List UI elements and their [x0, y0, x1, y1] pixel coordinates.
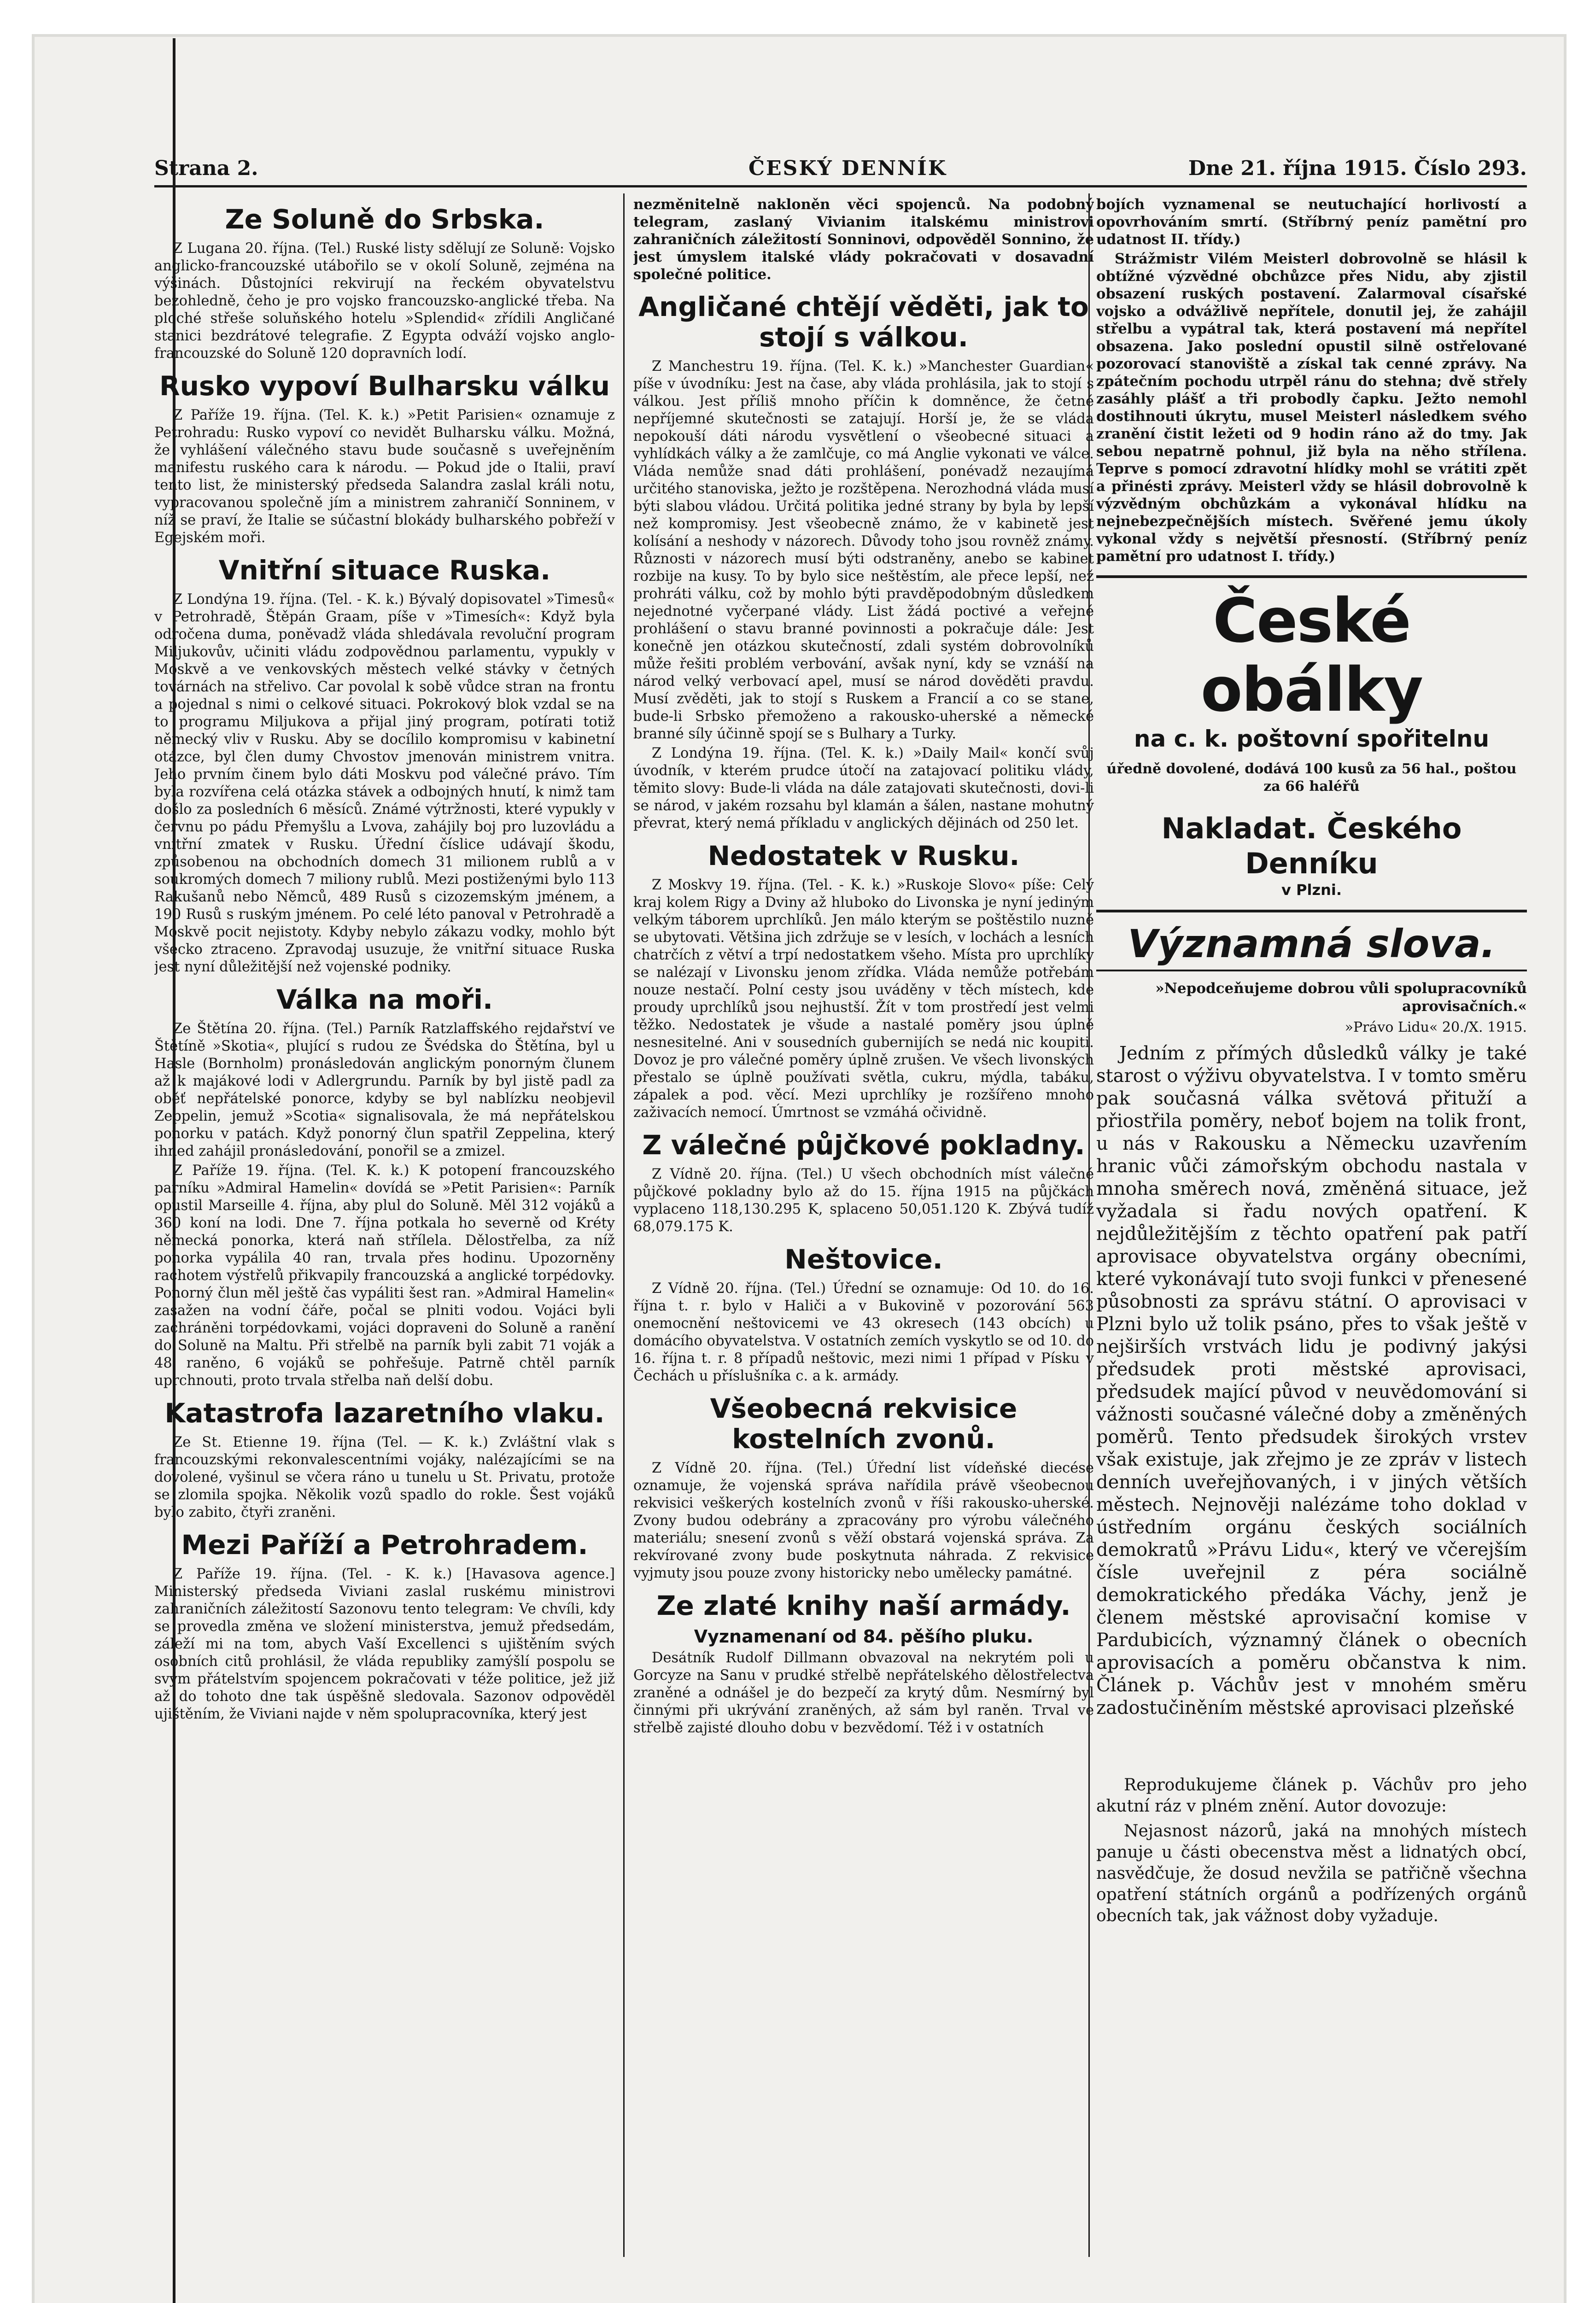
headline-pujckova-pokladna: Z válečné půjčkové pokladny. — [642, 1129, 1085, 1161]
article-paragraph: Jedním z přímých důsledků války je také starost o výživu obyvatelstva. I v tomto směru pak současná válka světová přituží a přiostřila poměry, neboť bojem na tolik front, u nás v Rakousku a Německu uzavřením hranic vůči zámořským obchodu nastala v mnoha směrech nová, změněná situace, jež vyžadala si řadu nových opatření. K nejdůležitějším z těchto opatření pak patří aprovisace obyvatelstva orgány obecními, které vykonávají tuto svoji funkci v přenesené působnosti za správu státní. O aprovisaci v Plzni bylo už tolik psáno, přes to však ještě v nejširších vrstvách lidu je podivný jakýsi předsudek proti městské aprovisaci, předsudek mající původ v neuvědomování si vážnosti současné válečné doby a změněných poměrů. Tento předsudek širokých vrstev však existuje, jak zřejmo je ze zpráv v listech denních uveřejňovaných, i v jiných větších městech. Nejnověji nalézáme toho doklad v ústředním orgánu českých sociálních demokratů »Právu Lidu«, který ve včerejším čísle uveřejnil z péra sociálně demokratického předáka Váchy, jenž je členem městské aprovisační komise v Pardubicích, významný článek o obecních aprovisacích a poměru občanstva k nim. Článek p. Váchův jest v mnohém směru zadostučiněním městské aprovisaci plzeňské — [1096, 1043, 1527, 1718]
article-paragraph: Z Moskvy 19. října. (Tel. - K. k.) »Ruskoje Slovo« píše: Celý kraj kolem Rigy a Dviny až hluboko do Livonska je nyní jediným velkým táborem uprchlíků. Jen málo kterým se poštěstilo nuzně se ubytovati. Většina jich zdržuje se v lesích, v lochách a lesních chatrčích z větví a trpí nedostatkem všeho. Místa pro uprchlíky se nalézají v Livonsku jenom zřídka. Vláda nemůže potřebám nouze nestačí. Polní cesty jsou uváděny v těch místech, kde proudy uprchlíků jsou nejhustší. Žít v tom prostředí jest velmi těžko. Nedostatek je všude a nastalé poměry jsou úplně nesnesitelné. Ani v sousedních gubernijích se nedá nic koupiti. Dovoz je pro válečné poměry úplně zrušen. Ve všech livonských přestalo se úplně používati světla, cukru, mýdla, tabáku, zápalek a pod. věcí. Mezi uprchlíky je rozšířeno mnoho zaživacích nemocí. Úmrtnost se vzmáhá očividně. — [633, 877, 1094, 1121]
headline-valka-na-mori: Válka na moři. — [276, 984, 493, 1015]
headline-zlata-kniha: Ze zlaté knihy naší armády. — [656, 1590, 1071, 1621]
headline-nedostatek: Nedostatek v Rusku. — [707, 840, 1020, 871]
headline-soluň-srbsko: Ze Soluně do Srbska. — [225, 204, 544, 235]
masthead — [154, 152, 1527, 184]
article-paragraph: Z Londýna 19. října. (Tel. K. k.) »Daily Mail« končí svůj úvodník, v kterém prudce útočí na zatajovací politiku vlády, těmito slovy: Bude-li vláda na dále zatajovati skutečnosti, dovi-li se národ, v jakém rozsahu byl klamán a šálen, nastane mohutný převrat, který nemá příkladu v anglických dějinách od 250 let. — [633, 745, 1094, 831]
headline-katastrofa: Katastrofa lazaretního vlaku. — [164, 1397, 605, 1429]
header-rule — [154, 185, 1527, 187]
article-paragraph: Z Vídně 20. října. (Tel.) U všech obchodních míst válečné půjčkové pokladny bylo až do 15. října 1915 na půjčkách vyplaceno 118,130.295 K, splaceno 50,051.120 K. Zbývá tudíž 68,079.175 K. — [633, 1166, 1094, 1235]
headline-rekvisice-zvonu: Všeobecná rekvisice kostelních zvonů. — [710, 1393, 1017, 1455]
quote-source: »Právo Lidu« 20./X. 1915. — [1345, 1019, 1527, 1035]
article-paragraph: Ze St. Etienne 19. října (Tel. — K. k.) Zvláštní vlak s francouzskými rekonvalescentními vojáky, nalézajícími se na dovolené, vyšinul se včera ráno u tunelu u St. Privatu, protože se zlomila spojka. Několik vozů spadlo do rokle. Šest vojáků bylo zabito, čtyři zraněni. — [154, 1434, 615, 1520]
ad-publisher: Nakladat. Českého Denníku — [1161, 812, 1462, 880]
article-paragraph: Z Paříže 19. října. (Tel. K. k.) K potopení francouzského parníku »Admiral Hamelin« dovídá se »Petit Parisien«: Parník opustil Marseille 4. října, aby plul do Soluně. Měl 312 vojáků a 360 koní na lodi. Dne 7. října potkala ho severně od Kréty německá ponorka, která naň střílela. Dělostřelba, za níž ponorka vypálila 40 ran, trvala přes hodinu. Upozorněny rachotem výstřelů přikvapily francouzská a anglické torpédovky. Ponorný člun měl ještě čas vypáliti šest ran. »Admiral Hamelin« zasažen na vodní čáře, počal se plniti vodou. Vojáci byli zachráněni torpédovkami, vojáci dopraveni do Soluně a ranění do Soluně na Maltu. Při střelbě na parník byli zabit 71 voják a 48 raněno, 6 vojáků se pohřešuje. Patrně chtěl parník uprchnouti, proto trvala střelba naň delší dobu. — [154, 1163, 615, 1389]
article-paragraph: bojích vyznamenal se neutuchající horlivostí a opovrhováním smrtí. (Stříbrný peníz pamětní pro udatnost II. třídy.) — [1096, 196, 1527, 248]
article-paragraph: Z Vídně 20. října. (Tel.) Úřední se oznamuje: Od 10. do 16. října t. r. bylo v Haliči a v Bukovině v pozorování 563 onemocnění neštovicemi ve 43 okresech (143 obcích) u domácího obyvatelstva. V ostatních zemích vyskytlo se od 10. do 16. října t. r. 8 případů neštovic, mezi nimi 1 případ v Písku v Čechách u příslušníka c. a k. armády. — [633, 1280, 1094, 1384]
column-2 — [633, 196, 1094, 2259]
ad-subtitle: na c. k. poštovní spořitelnu — [1134, 725, 1490, 752]
article-paragraph: Ze Štětína 20. října. (Tel.) Parník Ratzlaffského rejdařství ve Štětíně »Skotia«, plující s rudou ze Švédska do Štětína, byl u Hasle (Bornholm) pronásledován anglickým ponorným člunem až k majákové lodi v Adlergrundu. Parník by byl jistě padl za oběť nepřátelské ponorce, kdyby se byl nablízku neobjevil Zeppelin, jemuž »Scotia« signalisovala, že má nepřátelskou ponorku v patách. Když ponorný člun spatřil Zeppelina, který ihned zahájil pronásledování, ponořil se a zmizel. — [154, 1021, 615, 1159]
article-paragraph: Z Manchestru 19. října. (Tel. K. k.) »Manchester Guardian« píše v úvodníku: Jest na čase, aby vláda prohlásila, jak to stojí s válkou. Jest příliš mnoho příčin k domněnce, že četné nepříjemné skutečnosti se zatajují. Horší je, že se vláda nepokouší dáti národu vysvětlení o všeobecné situaci a vyhlídkách války a že zamlčuje, co má Anglie vykonati ve válce. Vláda nemůže snad dáti prohlášení, ponévadž nezaujímá určitého stanoviska, ježto je rozštěpena. Nerozhodná vláda musí býti slabou vládou. Určitá politika jedné strany by byla by lepší než kompromisy. Jest všeobecně známo, že v kabinetě jest kolísání a neshody v názorech. Důvody toho jsou rovněž známy. Různosti v názorech musí býti odstraněny, anebo se kabinet rozbije na kusy. To by bylo sice neštěstím, ale přece lepší, než prohráti válku, což by mohlo býti pravděpodobným důsledkem nejednotné vyčerpané vlády. List žádá poctivé a veřejné prohlášení o stavu branné povinnosti a pokračuje dále: Jest konečně jen otázkou skutečností, zdali systém dobrovolníků může řešiti problém verbování, avšak nyní, kdy se vznáší na národ velký verbovací apel, musí se národ dověděti pravdu. Musí zvěděti, jak to stojí s Ruskem a Francií a co se stane, bude-li Srbsko přemoženo a rakousko-uherské a německé branné síly účinně spojí se s Bulhary a Turky. — [633, 358, 1094, 742]
article-paragraph: Z Lugana 20. října. (Tel.) Ruské listy sdělují ze Soluně: Vojsko anglicko-francouzské utábořilo se v okolí Soluně, zejména na výšinách. Důstojníci rekvirují na řeckém obyvatelstvu bezohledně, čeho je pro vojsko francouzsko-anglické třeba. Na ploché střeše soluňského hotelu »Splendid« zřídili Angličané stanici bezdrátové telegrafie. Z Egypta odváží vojsko anglo-francouzské do Soluně 120 dopravních lodí. — [154, 240, 615, 362]
spacer — [1096, 1719, 1527, 1775]
quote-motto: »Nepodceňujeme dobrou vůli spolupracovníků aprovisačních.« — [1155, 980, 1527, 1015]
page-number: Strana 2. — [154, 157, 258, 180]
article-paragraph: Z Paříže 19. října. (Tel. K. k.) »Petit Parisien« oznamuje z Petrohradu: Rusko vypoví co nevidět Bulharsku válku. Možná, že vyhlášení válečného stavu bude současně s uveřejněním manifestu ruského cara k národu. — Pokud jde o Italii, praví tento list, že ministerský předseda Salandra zaslal králi notu, vypracovanou společně jím a ministrem zahraničí Sonninem, v níž se praví, že Italie se súčastní blokády bulharského pobřeží v Egejském moři. — [154, 407, 615, 546]
headline-vnitrni-situace: Vnitřní situace Ruska. — [218, 555, 551, 586]
article-paragraph: Reprodukujeme článek p. Váchův pro jeho akutní ráz v plném znění. Autor dovozuje: — [1096, 1776, 1527, 1816]
ad-title: České obálky — [1200, 585, 1423, 725]
ad-price-note: úředně dovolené, dodává 100 kusů za 56 hal., poštou za 66 haléřů — [1106, 761, 1517, 795]
article-paragraph: nezměnitelně nakloněn věci spojenců. Na podobný telegram, zaslaný Vivianim italskému ministrovi zahraničních záležitostí Sonninovi, odpověděl Sonnino, že jest úmyslem italské vlády pokračovati v dosavadní společné politice. — [633, 196, 1094, 283]
issue-date-number: Dne 21. října 1915. Číslo 293. — [1188, 157, 1527, 180]
newspaper-title: ČESKÝ DENNÍK — [748, 157, 947, 180]
advertisement-box — [1096, 575, 1527, 912]
headline-anglicane: Angličané chtějí věděti, jak to stojí s válkou. — [638, 291, 1089, 353]
column-3 — [1096, 196, 1527, 2259]
article-paragraph: Strážmistr Vilém Meisterl dobrovolně se hlásil k obtížné výzvědné obchůzce přes Nidu, aby zjistil obsazení ruských postavení. Zalarmoval císařské vojsko a odvážlivě nepřítele, donutil jej, že zahájil střelbu a vypátral tak, která postavení má nepřítel obsazena. Jako poslední opustil silně ostřelované pozorovací stanoviště a získal tak cenné zprávy. Na zpátečním pochodu utrpěl ránu do stehna; dvě střely zasáhly plášť a tři probodly čapku. Ježto nemohl dostihnouti úkrytu, musel Meisterl následkem svého zranění čistit ležeti od 9 hodin ráno až do tmy. Jak sebou nepatrně pohnul, již byla na něho střílena. Teprve s pomocí zdravotní hlídky mohl se vrátiti zpět a přinésti zprávy. Meisterl vždy se hlásil dobrovolně k výzvědným obchůzkám a vykonával hlídku na nejnebezpečnějších místech. Svěřené jemu úkoly vykonal vždy s největší přesností. (Stříbrný peníz pamětní pro udatnost I. třídy.) — [1096, 251, 1527, 565]
article-paragraph: Nejasnost názorů, jaká na mnohých místech panuje u části obecenstva měst a lidnatých obcí, nasvědčuje, že dosud nevžila se patřičně všechna opatření státních orgánů a podřízených orgánů obecních tak, jak vážnost doby vyžaduje. — [1096, 1822, 1527, 1925]
headline-rusko-bulharsko: Rusko vypoví Bulharsku válku — [159, 370, 610, 402]
subheadline-84-pluk: Vyznamenaní od 84. pěšího pluku. — [694, 1626, 1034, 1647]
article-paragraph: Z Paříže 19. října. (Tel. - K. k.) [Havasova agence.] Ministerský předseda Viviani zaslal ruskému ministrovi zahraničních záležitostí Sazonovu tento telegram: Ve chvíli, kdy se provedla změna ve složení ministerstva, jemuž předsedám, záleží mi na tom, abych Vaší Excellenci s ujištěním svých osobních citů prohlásil, že vláda republiky zamýšlí pospolu se svým přátelstvím spojencem pokračovati v téže politice, jež již až do tohoto dne tak úspěšně sledovala. Sazonov odpověděl ujištěním, že Viviani najde v něm spolupracovníka, který jest — [154, 1566, 615, 1722]
headline-nestovice: Neštovice. — [784, 1244, 943, 1275]
ad-city: v Plzni. — [1281, 881, 1342, 899]
headline-pariz-petrohrad: Mezi Paříží a Petrohradem. — [181, 1529, 588, 1561]
column-divider-1 — [623, 193, 625, 2257]
headline-vyznamna-slova: Významná slova. — [1096, 921, 1527, 971]
article-paragraph: Z Vídně 20. října. (Tel.) Úřední list vídeňské diecése oznamuje, že vojenská správa nařídila právě všeobecnou rekvisici veškerých kostelních zvonů v říši rakousko-uherské. Zvony budou odebrány a zpracovány pro výrobu válečného materiálu; snesení zvonů s věží obstará vojenská správa. Za rekvírované zvony bude poskytnuta náhrada. Z rekvisice vyjmuty jsou pouze zvony historicky nebo umělecky památné. — [633, 1460, 1094, 1581]
article-paragraph: Z Londýna 19. října. (Tel. - K. k.) Bývalý dopisovatel »Timesů« v Petrohradě, Štěpán Graam, píše v »Timesích«: Když byla odročena duma, poněvadž vláda shledávala revoluční program Miljukovův, učiniti vládu zodpovědnou parlamentu, vypukly v Moskvě a ve venkovských městech velké stávky v četných továrnách na střelivo. Car povolal k sobě vůdce stran na frontu a pojednal s nimi o celkové situaci. Pokrokový blok vzdal se na to programu Miljukova a přijal jiný program, potírati totiž německý vliv v Rusku. Aby se docílilo kompromisu v kabinetní otázce, byl člen dumy Chvostov jmenován ministrem vnitra. Jeho prvním činem bylo dáti Moskvu pod válečné právo. Tím byla rozvířena celá otázka stávek a odbojných hnutí, k nimž tam došlo za posledních 6 měsíců. Známé výtržnosti, které vypukly v červnu po pádu Přemyšlu a Lvova, zahájily boj pro luzovládu a vnitřní zmatek v Rusku. Úřední číslice udávají škodu, způsobenou na obchodních domech 31 milionem rublů a v soukromých domech 7 miliony rublů. Mezi postiženými bylo 113 Rakušanů nebo Němců, 489 Rusů s cizozemským jménem, a 190 Rusů s ruským jménem. Po celé léto panoval v Petrohradě a Moskvě pocit nejistoty. Kdyby nebylo zákazu vodky, mohlo být všecko ztraceno. Zpravodaj usuzuje, že vnitřní situace Ruska jest nyní důležitější než vojenské podniky. — [154, 591, 615, 975]
article-paragraph: Desátník Rudolf Dillmann obvazoval na nekrytém poli u Gorcyze na Sanu v prudké střelbě nepřátelského dělostřelectva zraněné a odnášel je do bezpečí za krytý dům. Nesmírný byl činnými při ukrývání zraněných, až sám byl raněn. Trval ve střelbě zajisté dlouho dobu v bezvědomí. Též i v ostatních — [633, 1650, 1094, 1736]
column-1 — [154, 196, 615, 2259]
